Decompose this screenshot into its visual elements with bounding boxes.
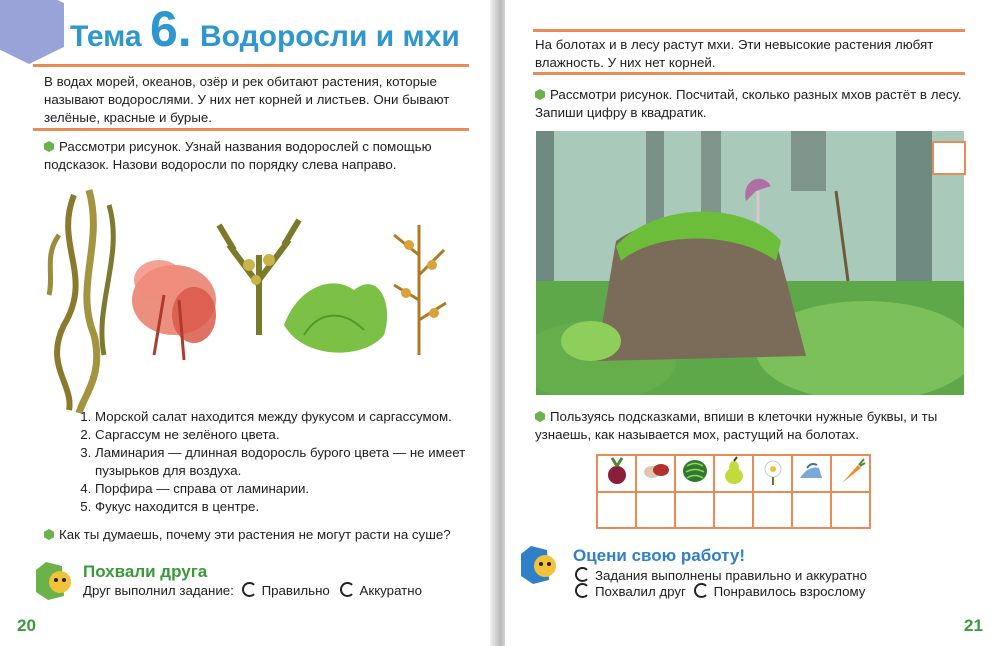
radio-neat[interactable] — [340, 582, 355, 597]
algae-illustration — [34, 185, 474, 415]
question-text: Как ты думаешь, почему эти растения не могут расти на суше? — [44, 526, 484, 544]
letter-cell[interactable] — [597, 492, 636, 528]
page-number-left: 20 — [17, 616, 36, 635]
pear-icon — [714, 455, 753, 492]
sea-lettuce-illustration — [284, 283, 387, 352]
topic-number: 6. — [149, 1, 192, 57]
self-option-1: Задания выполнены правильно и аккуратно — [575, 567, 955, 585]
right-page — [505, 0, 1001, 646]
left-page — [0, 0, 496, 646]
letter-cell[interactable] — [753, 492, 792, 528]
carrot-icon — [831, 455, 870, 492]
hint-item: 3. Ламинария — длинная водоросль бурого цвета — не имеет пузырьков для воздуха. — [95, 444, 475, 480]
letter-cell[interactable] — [831, 492, 870, 528]
sargassum-illustration — [394, 225, 446, 355]
hint-item: 2. Саргассум не зелёного цвета. — [95, 426, 475, 444]
picture-row — [597, 455, 870, 492]
self-assessment-title: Оцени свою работу! — [573, 546, 746, 565]
cat-mascot-icon — [34, 560, 74, 602]
flower-icon — [753, 455, 792, 492]
task-algae: Рассмотри рисунок. Узнай названия водорослей с помощью подсказок. Назови водоросли по порядку слева направо. — [44, 139, 432, 172]
topic-title: Водоросли и мхи — [200, 20, 460, 53]
beans-icon — [636, 455, 675, 492]
divider — [533, 29, 965, 32]
radio-self-2[interactable] — [575, 583, 590, 598]
self-options-2-3: Похвалил друг Понравилось взрослому — [575, 583, 955, 601]
letter-cell[interactable] — [675, 492, 714, 528]
divider — [33, 128, 469, 131]
fucus-illustration — [219, 220, 299, 335]
answer-box[interactable] — [932, 141, 966, 175]
hint-item: 5. Фукус находится в центре. — [95, 498, 475, 516]
hint-item: 4. Порфира — справа от ламинарии. — [95, 480, 475, 498]
radio-self-1[interactable] — [575, 567, 590, 582]
moss-intro: На болотах и в лесу растут мхи. Эти невысокие растения любят влажность. У них нет корней. — [535, 37, 934, 70]
porphyra-illustration — [132, 260, 216, 360]
hints-list — [75, 408, 475, 516]
letter-grid — [596, 454, 871, 529]
divider — [33, 64, 469, 67]
corner-hexagon — [0, 0, 64, 64]
letter-cell[interactable] — [714, 492, 753, 528]
intro-text: В водах морей, океанов, озёр и рек обитают растения, которые называют водорослями. У них нет корней и листьев. Они бывают зелёные, красные и бурые. — [44, 74, 450, 125]
task-moss-name: Пользуясь подсказками, впиши в клеточки нужные буквы, и ты узнаешь, как называется мох, растущий на болотах. — [535, 409, 938, 442]
praise-title: Похвали друга — [83, 562, 208, 581]
hex-bullet-icon — [535, 411, 545, 422]
forest-moss-illustration — [536, 131, 964, 395]
letter-cell[interactable] — [636, 492, 675, 528]
divider — [533, 72, 965, 75]
iron-icon — [792, 455, 831, 492]
radio-correct[interactable] — [242, 582, 257, 597]
laminaria-illustration — [49, 190, 113, 413]
letter-cell[interactable] — [792, 492, 831, 528]
praise-row: Друг выполнил задание: Правильно Аккуратно — [83, 583, 423, 598]
task-moss-count: Рассмотри рисунок. Посчитай, сколько разных мхов растёт в лесу. Запиши цифру в квадратик. — [535, 87, 962, 120]
page-title: Тема 6. Водоросли и мхи — [70, 1, 460, 57]
watermelon-icon — [675, 455, 714, 492]
answer-row — [597, 492, 870, 528]
cat-mascot-icon — [519, 544, 559, 586]
hex-bullet-icon — [44, 141, 54, 152]
hex-bullet-icon — [535, 89, 545, 100]
hint-item: 1. Морской салат находится между фукусом и саргассумом. — [95, 408, 475, 426]
page-number-right: 21 — [964, 616, 983, 635]
beet-icon — [597, 455, 636, 492]
radio-self-3[interactable] — [694, 583, 709, 598]
hex-bullet-icon — [44, 529, 54, 540]
